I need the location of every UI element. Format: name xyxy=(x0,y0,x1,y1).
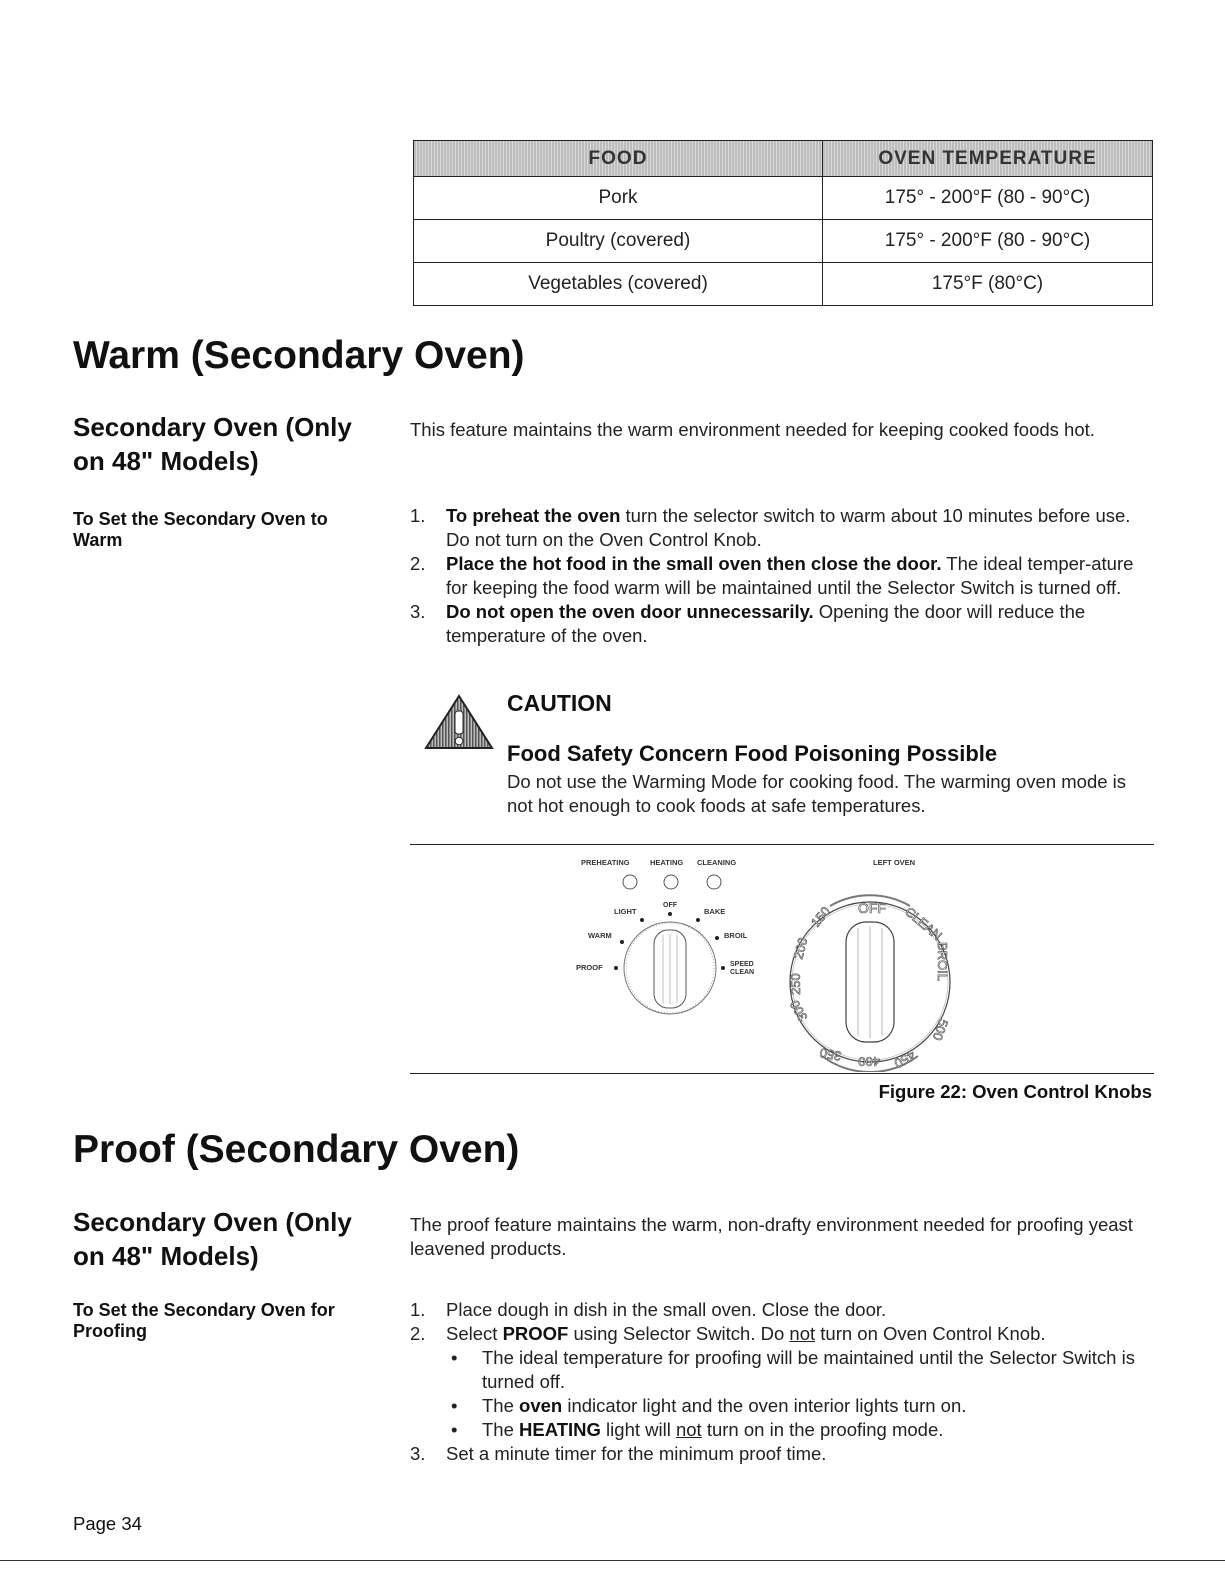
bullet-text: The xyxy=(482,1395,520,1416)
cell-temp: 175° - 200°F (80 - 90°C) xyxy=(823,220,1153,263)
step-number: 3. xyxy=(410,1443,426,1464)
table-row xyxy=(414,263,1153,306)
label-preheating: PREHEATING xyxy=(581,858,630,867)
table-row xyxy=(414,220,1153,263)
proof-subtitle: Secondary Oven (Only on 48" Models) xyxy=(73,1207,352,1271)
svg-text:CLEAN: CLEAN xyxy=(730,969,755,976)
header-oven-temperature: OVEN TEMPERATURE xyxy=(823,141,1153,177)
oven-control-knobs-figure xyxy=(560,850,980,1072)
list-item xyxy=(410,1322,1150,1442)
figure-bottom-rule xyxy=(410,1073,1154,1074)
temperature-table xyxy=(413,140,1153,306)
bullet-icon: • xyxy=(451,1419,458,1440)
warning-triangle-icon xyxy=(424,694,494,750)
list-item xyxy=(410,552,1150,600)
selector-switch-knob[interactable] xyxy=(576,902,754,1014)
caution-heading: Food Safety Concern Food Poisoning Possible xyxy=(507,741,998,766)
step-number: 1. xyxy=(410,1299,426,1320)
table-header-row xyxy=(414,141,1153,177)
bullet-text: turn on in the proofing mode. xyxy=(701,1419,944,1440)
table-row xyxy=(414,177,1153,220)
oven-control-knob[interactable] xyxy=(787,895,952,1072)
bullet-text: The ideal temperature for proofing will be maintained until the Selector Switch is turned off. xyxy=(482,1347,1135,1392)
label-cleaning: CLEANING xyxy=(697,858,737,867)
svg-text:OFF: OFF xyxy=(663,902,677,909)
bullet-text: indicator light and the oven interior lights turn on. xyxy=(562,1395,967,1416)
step-underline: not xyxy=(789,1323,816,1344)
warm-intro: This feature maintains the warm environment needed for keeping cooked foods hot. xyxy=(410,419,1095,440)
svg-text:CLEAN: CLEAN xyxy=(902,903,945,944)
step-bold: Do not open the oven door unnecessarily. xyxy=(446,601,814,622)
list-item xyxy=(410,1298,1150,1322)
svg-text:300: 300 xyxy=(786,997,811,1024)
cell-food: Poultry (covered) xyxy=(414,220,823,263)
list-item xyxy=(410,600,1150,648)
label-left-oven: LEFT OVEN xyxy=(873,858,916,867)
step-number: 2. xyxy=(410,553,426,574)
header-food: FOOD xyxy=(414,141,823,177)
list-item xyxy=(410,504,1150,552)
cell-temp: 175° - 200°F (80 - 90°C) xyxy=(823,177,1153,220)
step-text: turn on Oven Control Knob. xyxy=(815,1323,1046,1344)
list-item xyxy=(446,1394,1150,1418)
step-bold: Place the hot food in the small oven then close the door. xyxy=(446,553,942,574)
svg-text:BAKE: BAKE xyxy=(704,907,726,916)
proof-bullets xyxy=(446,1346,1150,1442)
step-text: Opening the door will reduce the temperature of the oven. xyxy=(446,601,1086,646)
bullet-underline: not xyxy=(675,1419,702,1440)
proof-intro: The proof feature maintains the warm, non-drafty environment needed for proofing yeast leavened products. xyxy=(410,1214,1133,1259)
bullet-bold: oven xyxy=(519,1395,563,1416)
svg-text:200: 200 xyxy=(790,935,811,961)
svg-text:WARM: WARM xyxy=(588,931,612,940)
warm-steps xyxy=(410,504,1150,648)
svg-text:BROIL: BROIL xyxy=(935,942,950,982)
svg-text:350: 350 xyxy=(818,1045,843,1064)
bullet-icon: • xyxy=(451,1395,458,1416)
cell-temp: 175°F (80°C) xyxy=(823,263,1153,306)
cell-food: Vegetables (covered) xyxy=(414,263,823,306)
bullet-text: light will xyxy=(600,1419,676,1440)
cleaning-light-icon xyxy=(707,875,721,889)
step-number: 3. xyxy=(410,601,426,622)
cell-food: Pork xyxy=(414,177,823,220)
bullet-text: The xyxy=(482,1419,520,1440)
warm-side-heading: To Set the Secondary Oven to Warm xyxy=(73,509,328,550)
svg-text:LIGHT: LIGHT xyxy=(614,907,637,916)
warm-subtitle: Secondary Oven (Only on 48" Models) xyxy=(73,412,352,476)
proof-title: Proof (Secondary Oven) xyxy=(73,1128,520,1171)
caution-text: Do not use the Warming Mode for cooking food. The warming oven mode is not hot enough to cook foods at safe temperatures. xyxy=(507,771,1127,816)
svg-text:OFF: OFF xyxy=(858,900,886,916)
step-text: Set a minute timer for the minimum proof time. xyxy=(446,1443,827,1464)
svg-text:500: 500 xyxy=(929,1016,952,1043)
caution-label: CAUTION xyxy=(507,690,612,716)
proof-steps xyxy=(410,1298,1150,1466)
step-bold: To preheat the oven xyxy=(446,505,621,526)
step-text: The ideal temper-ature for keeping the food warm will be maintained until the Selector Switch is turned off. xyxy=(446,553,1134,598)
proof-side-heading: To Set the Secondary Oven for Proofing xyxy=(73,1300,335,1341)
page-bottom-rule xyxy=(0,1560,1225,1561)
step-number: 2. xyxy=(410,1323,426,1344)
step-text: Select xyxy=(446,1323,503,1344)
label-heating: HEATING xyxy=(650,858,684,867)
bullet-icon: • xyxy=(451,1347,458,1368)
page-number: Page 34 xyxy=(73,1513,142,1534)
bullet-bold: HEATING xyxy=(519,1419,601,1440)
warm-title: Warm (Secondary Oven) xyxy=(73,334,525,377)
step-text: turn the selector switch to warm about 10 minutes before use. Do not turn on the Oven Control Knob. xyxy=(446,505,1131,550)
svg-text:BROIL: BROIL xyxy=(724,931,748,940)
step-text: Place dough in dish in the small oven. Close the door. xyxy=(446,1299,887,1320)
figure-caption: Figure 22: Oven Control Knobs xyxy=(878,1081,1152,1102)
list-item xyxy=(446,1418,1150,1442)
svg-text:150: 150 xyxy=(807,903,834,930)
heating-light-icon xyxy=(664,875,678,889)
list-item xyxy=(446,1346,1150,1394)
svg-text:250: 250 xyxy=(788,973,803,995)
list-item xyxy=(410,1442,1150,1466)
step-bold: PROOF xyxy=(502,1323,569,1344)
step-number: 1. xyxy=(410,505,426,526)
svg-text:SPEED: SPEED xyxy=(730,961,754,968)
svg-text:PROOF: PROOF xyxy=(576,963,603,972)
figure-top-rule xyxy=(410,844,1154,845)
svg-text:450: 450 xyxy=(891,1047,918,1072)
preheating-light-icon xyxy=(623,875,637,889)
svg-text:400: 400 xyxy=(858,1054,880,1069)
step-text: using Selector Switch. Do xyxy=(568,1323,790,1344)
